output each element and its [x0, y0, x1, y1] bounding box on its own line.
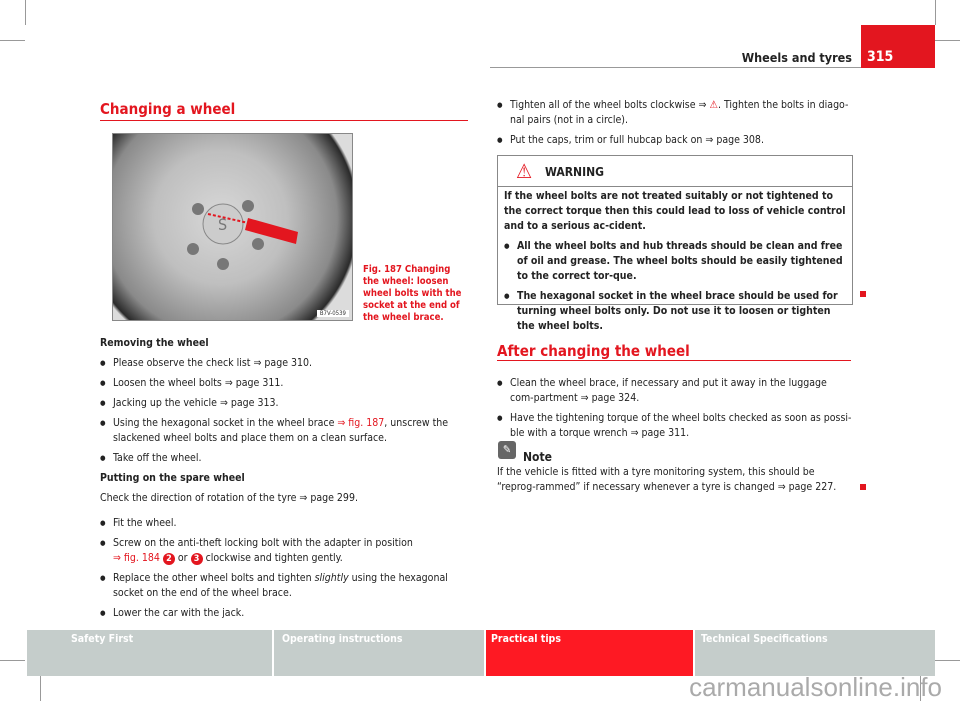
fig-link[interactable]: ⇒ fig. 187: [337, 417, 385, 429]
end-marker: [860, 484, 866, 490]
warning-item: ● The hexagonal socket in the wheel brace should be used for turning wheel bolts only. Do not use it to loosen or tighten the wheel bolts.: [504, 289, 846, 334]
list-item: ● Jacking up the vehicle ⇒ page 313.: [100, 396, 468, 411]
wheel-brace: [245, 218, 298, 244]
warning-body: [498, 187, 852, 334]
note-title: Note: [523, 450, 552, 464]
figure-code: B7V-0539: [317, 310, 349, 317]
figure-wheel: [112, 133, 353, 321]
watermark: carmanualsonline.info: [689, 672, 942, 702]
list-item: [100, 416, 468, 446]
list-item: [100, 536, 468, 566]
putting-heading: Putting on the spare wheel: [100, 472, 245, 484]
text: Replace the other wheel bolts and tighten: [113, 572, 315, 584]
left-body: [100, 336, 468, 626]
after-list: [497, 376, 853, 446]
warning-icon: ⚠: [516, 159, 533, 183]
list-item: [100, 571, 468, 601]
warning-item: ● All the wheel bolts and hub threads should be clean and free of oil and grease. The wheel bolts should be easily tightened to the correct tor-que.: [504, 239, 846, 284]
text: , unscrew the slackened wheel bolts and place them on a clean surface.: [113, 417, 449, 444]
section-heading: Changing a wheel: [100, 100, 236, 118]
callout-2: 2: [163, 553, 175, 565]
removing-heading: Removing the wheel: [100, 337, 209, 349]
tab-label: Technical Specifications: [701, 633, 828, 645]
section-heading: After changing the wheel: [497, 342, 690, 360]
note-text: If the vehicle is fitted with a tyre monitoring system, this should be “reprog-rammed” if necessary whenever a tyre is changed ⇒ page 227.: [497, 466, 837, 493]
text: clockwise and tighten gently.: [202, 552, 343, 564]
list-item: ● Please observe the check list ⇒ page 310.: [100, 356, 468, 371]
heading-rule: [497, 360, 851, 361]
fig-link[interactable]: ⇒ fig. 184: [113, 552, 160, 564]
list-item: ● Put the caps, trim or full hubcap back on ⇒ page 308.: [497, 133, 853, 148]
text: or: [174, 552, 191, 564]
tab-technical-specifications[interactable]: [695, 630, 935, 676]
warning-text: If the wheel bolts are not treated suitably or not tightened to the correct torque then this could lead to loss of vehicle control and to a serious ac-cident.: [504, 190, 846, 232]
section-title: Wheels and tyres: [741, 50, 852, 65]
text: Tighten all of the wheel bolts clockwise ⇒: [510, 99, 710, 111]
warning-box: [497, 155, 853, 332]
tab-operating-instructions[interactable]: [274, 630, 484, 676]
page-number: 315: [861, 25, 935, 68]
check-direction: Check the direction of rotation of the tyre ⇒ page 299.: [100, 492, 358, 504]
list-item: ● Take off the wheel.: [100, 451, 468, 466]
list-item: [497, 98, 853, 128]
callout-3: 3: [191, 553, 203, 565]
wheel-illustration: [113, 134, 353, 321]
tab-label: Operating instructions: [282, 633, 403, 645]
end-marker: [860, 291, 866, 297]
text: using the hexagonal socket on the end of the wheel brace.: [113, 572, 448, 599]
warning-title: WARNING: [545, 165, 604, 179]
tab-label: Practical tips: [491, 633, 561, 645]
list-item: ● Have the tightening torque of the wheel bolts checked as soon as possi-ble with a torque wrench ⇒ page 311.: [497, 411, 853, 441]
text: Screw on the anti-theft locking bolt with the adapter in position: [113, 537, 413, 549]
text: . Tighten the bolts in diago-nal pairs (not in a circle).: [510, 99, 849, 126]
emphasis: slightly: [314, 572, 349, 584]
note-icon: ✎: [498, 441, 516, 459]
list-item: ● Lower the car with the jack.: [100, 606, 468, 621]
right-top: [497, 98, 853, 153]
list-item: ● Clean the wheel brace, if necessary and put it away in the luggage com-partment ⇒ page 324.: [497, 376, 853, 406]
heading-rule: [100, 120, 468, 121]
warning-header: [498, 156, 852, 187]
tab-label: Safety First: [71, 633, 134, 645]
tab-practical-tips[interactable]: [486, 630, 693, 676]
header-line: [490, 67, 861, 68]
list-item: ● Fit the wheel.: [100, 516, 468, 531]
warning-icon: ⚠: [709, 99, 718, 111]
text: Using the hexagonal socket in the wheel brace: [113, 417, 338, 429]
svg-text:S: S: [218, 215, 228, 234]
figure-caption: Fig. 187 Changing the wheel: loosen wheel bolts with the socket at the end of the wheel brace.: [363, 264, 462, 323]
list-item: ● Loosen the wheel bolts ⇒ page 311.: [100, 376, 468, 391]
tab-safety-first[interactable]: [27, 630, 272, 676]
